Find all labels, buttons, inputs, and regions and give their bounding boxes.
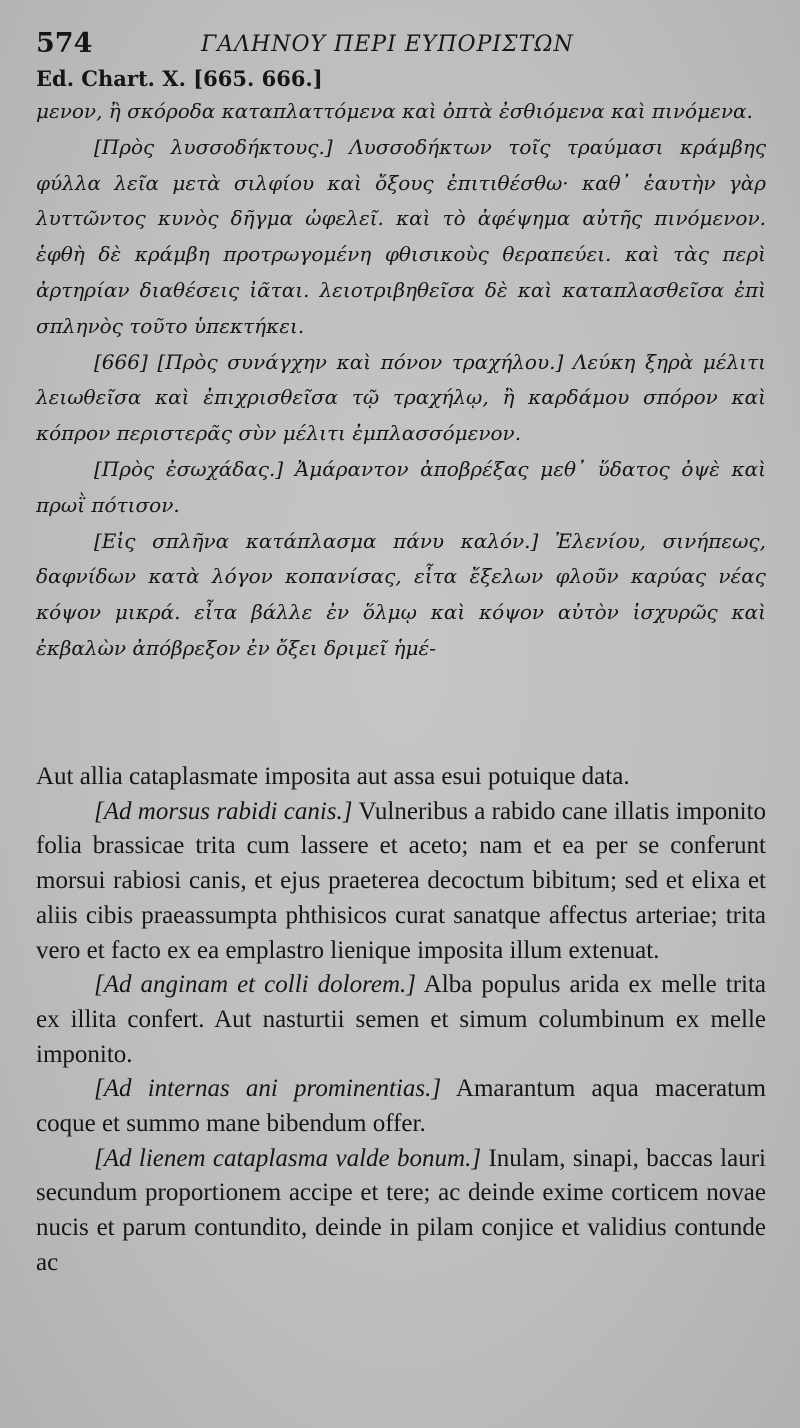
latin-rubric: [Ad morsus rabidi canis.]: [94, 797, 353, 825]
greek-rubric: [Εἰς σπλῆνα κατάπλασμα πάνυ καλόν.]: [94, 528, 539, 553]
greek-paragraph: [36, 524, 766, 667]
latin-paragraph-text: Inulam, sinapi, baccas lauri secundum proportionem accipe et tere; ac deinde exime corticem novae nucis et parum contundito, deinde in pilam conjice et validius contunde ac: [36, 1144, 766, 1276]
latin-paragraph: [36, 968, 766, 1072]
latin-paragraph: [36, 760, 766, 795]
latin-rubric: [Ad internas ani prominentias.]: [94, 1075, 442, 1103]
greek-rubric: [Πρὸς ἐσωχάδας.]: [94, 456, 284, 481]
latin-paragraph: [36, 1072, 766, 1141]
latin-paragraph-text: Vulneribus a rabido cane illatis imponito folia brassicae trita cum lassere et aceto; nam et ea per se conferunt morsui rabiosi canis, et ejus praeterea decoctum bibitum; sed et elixa et aliis cibis praeassumpta phthisicos curat sanatque affectus arteriae; trita vero et facto ex ea emplastro lienique imposita illum extenuat.: [36, 797, 766, 964]
latin-paragraph-text: Aut allia cataplasmate imposita aut assa esui potuique data.: [36, 763, 630, 790]
running-title: ΓΑΛΗΝΟΥ ΠΕΡΙ ΕΥΠΟΡΙΣΤΩΝ: [201, 32, 574, 57]
latin-paragraph: [36, 795, 766, 969]
latin-text-block: [36, 760, 766, 1281]
latin-rubric: [Ad lienem cataplasma valde bonum.]: [94, 1144, 482, 1172]
latin-rubric: [Ad anginam et colli dolorem.]: [94, 971, 417, 999]
page-header: [36, 28, 736, 64]
greek-paragraph: [36, 130, 766, 345]
edition-reference: Ed. Chart. X. [665. 666.]: [36, 66, 323, 91]
greek-paragraph-text: Ἀμάραντον ἀποβρέξας μεθ᾽ ὕδατος ὀψὲ καὶ πρωῒ πότισον.: [36, 456, 767, 517]
latin-paragraph: [36, 1142, 766, 1281]
greek-rubric: [Πρὸς λυσσοδήκτους.]: [94, 134, 333, 159]
greek-paragraph: [36, 94, 766, 130]
latin-paragraph-text: Alba populus arida ex melle trita ex illita confert. Aut nasturtii semen et simum columbinum ex melle imponito.: [36, 971, 767, 1068]
greek-paragraph-text: Λεύκη ξηρὰ μέλιτι λειωθεῖσα καὶ ἐπιχρισθεῖσα τῷ τραχήλῳ, ἢ καρδάμου σπόρον καὶ κόπρον περιστερᾶς σὺν μέλιτι ἐμπλασσόμενον.: [36, 349, 767, 446]
greek-paragraph-text: Ἐλενίου, σινήπεως, δαφνίδων κατὰ λόγον κοπανίσας, εἶτα ἔξελων φλοῦν καρύας νέας κόψον μικρά. εἶτα βάλλε ἐν ὅλμῳ καὶ κόψον αὐτὸν ἰσχυρῶς καὶ ἐκβαλὼν ἀπόβρεξον ἐν ὄξει δριμεῖ ἡμέ-: [36, 528, 766, 660]
greek-rubric: [666] [Πρὸς συνάγχην καὶ πόνον τραχήλου.]: [94, 349, 564, 374]
page-number: 574: [36, 28, 93, 59]
greek-paragraph-text: μενον, ἢ σκόροδα καταπλαττόμενα καὶ ὀπτὰ ἐσθιόμενα καὶ πινόμενα.: [36, 99, 753, 123]
latin-paragraph-text: Amarantum aqua maceratum coque et summo mane bibendum offer.: [36, 1075, 766, 1138]
greek-paragraph: [36, 345, 766, 452]
greek-paragraph: [36, 452, 766, 524]
greek-text-block: [36, 94, 766, 667]
greek-paragraph-text: Λυσσοδήκτων τοῖς τραύμασι κράμβης φύλλα λεῖα μετὰ σιλφίου καὶ ὄξους ἐπιτιθέσθω· καθ᾽ ἑαυτὴν γὰρ λυττῶντος κυνὸς δῆγμα ὠφελεῖ. καὶ τὸ ἀφέψημα αὐτῆς πινόμενον. ἑφθὴ δὲ κράμβη προτρωγομένη φθισικοὺς θεραπεύει. καὶ τὰς περὶ ἀρτηρίαν διαθέσεις ἰᾶται. λειοτριβηθεῖσα δὲ καὶ καταπλασθεῖσα ἐπὶ σπληνὸς τοῦτο ὑπεκτήκει.: [36, 134, 767, 338]
